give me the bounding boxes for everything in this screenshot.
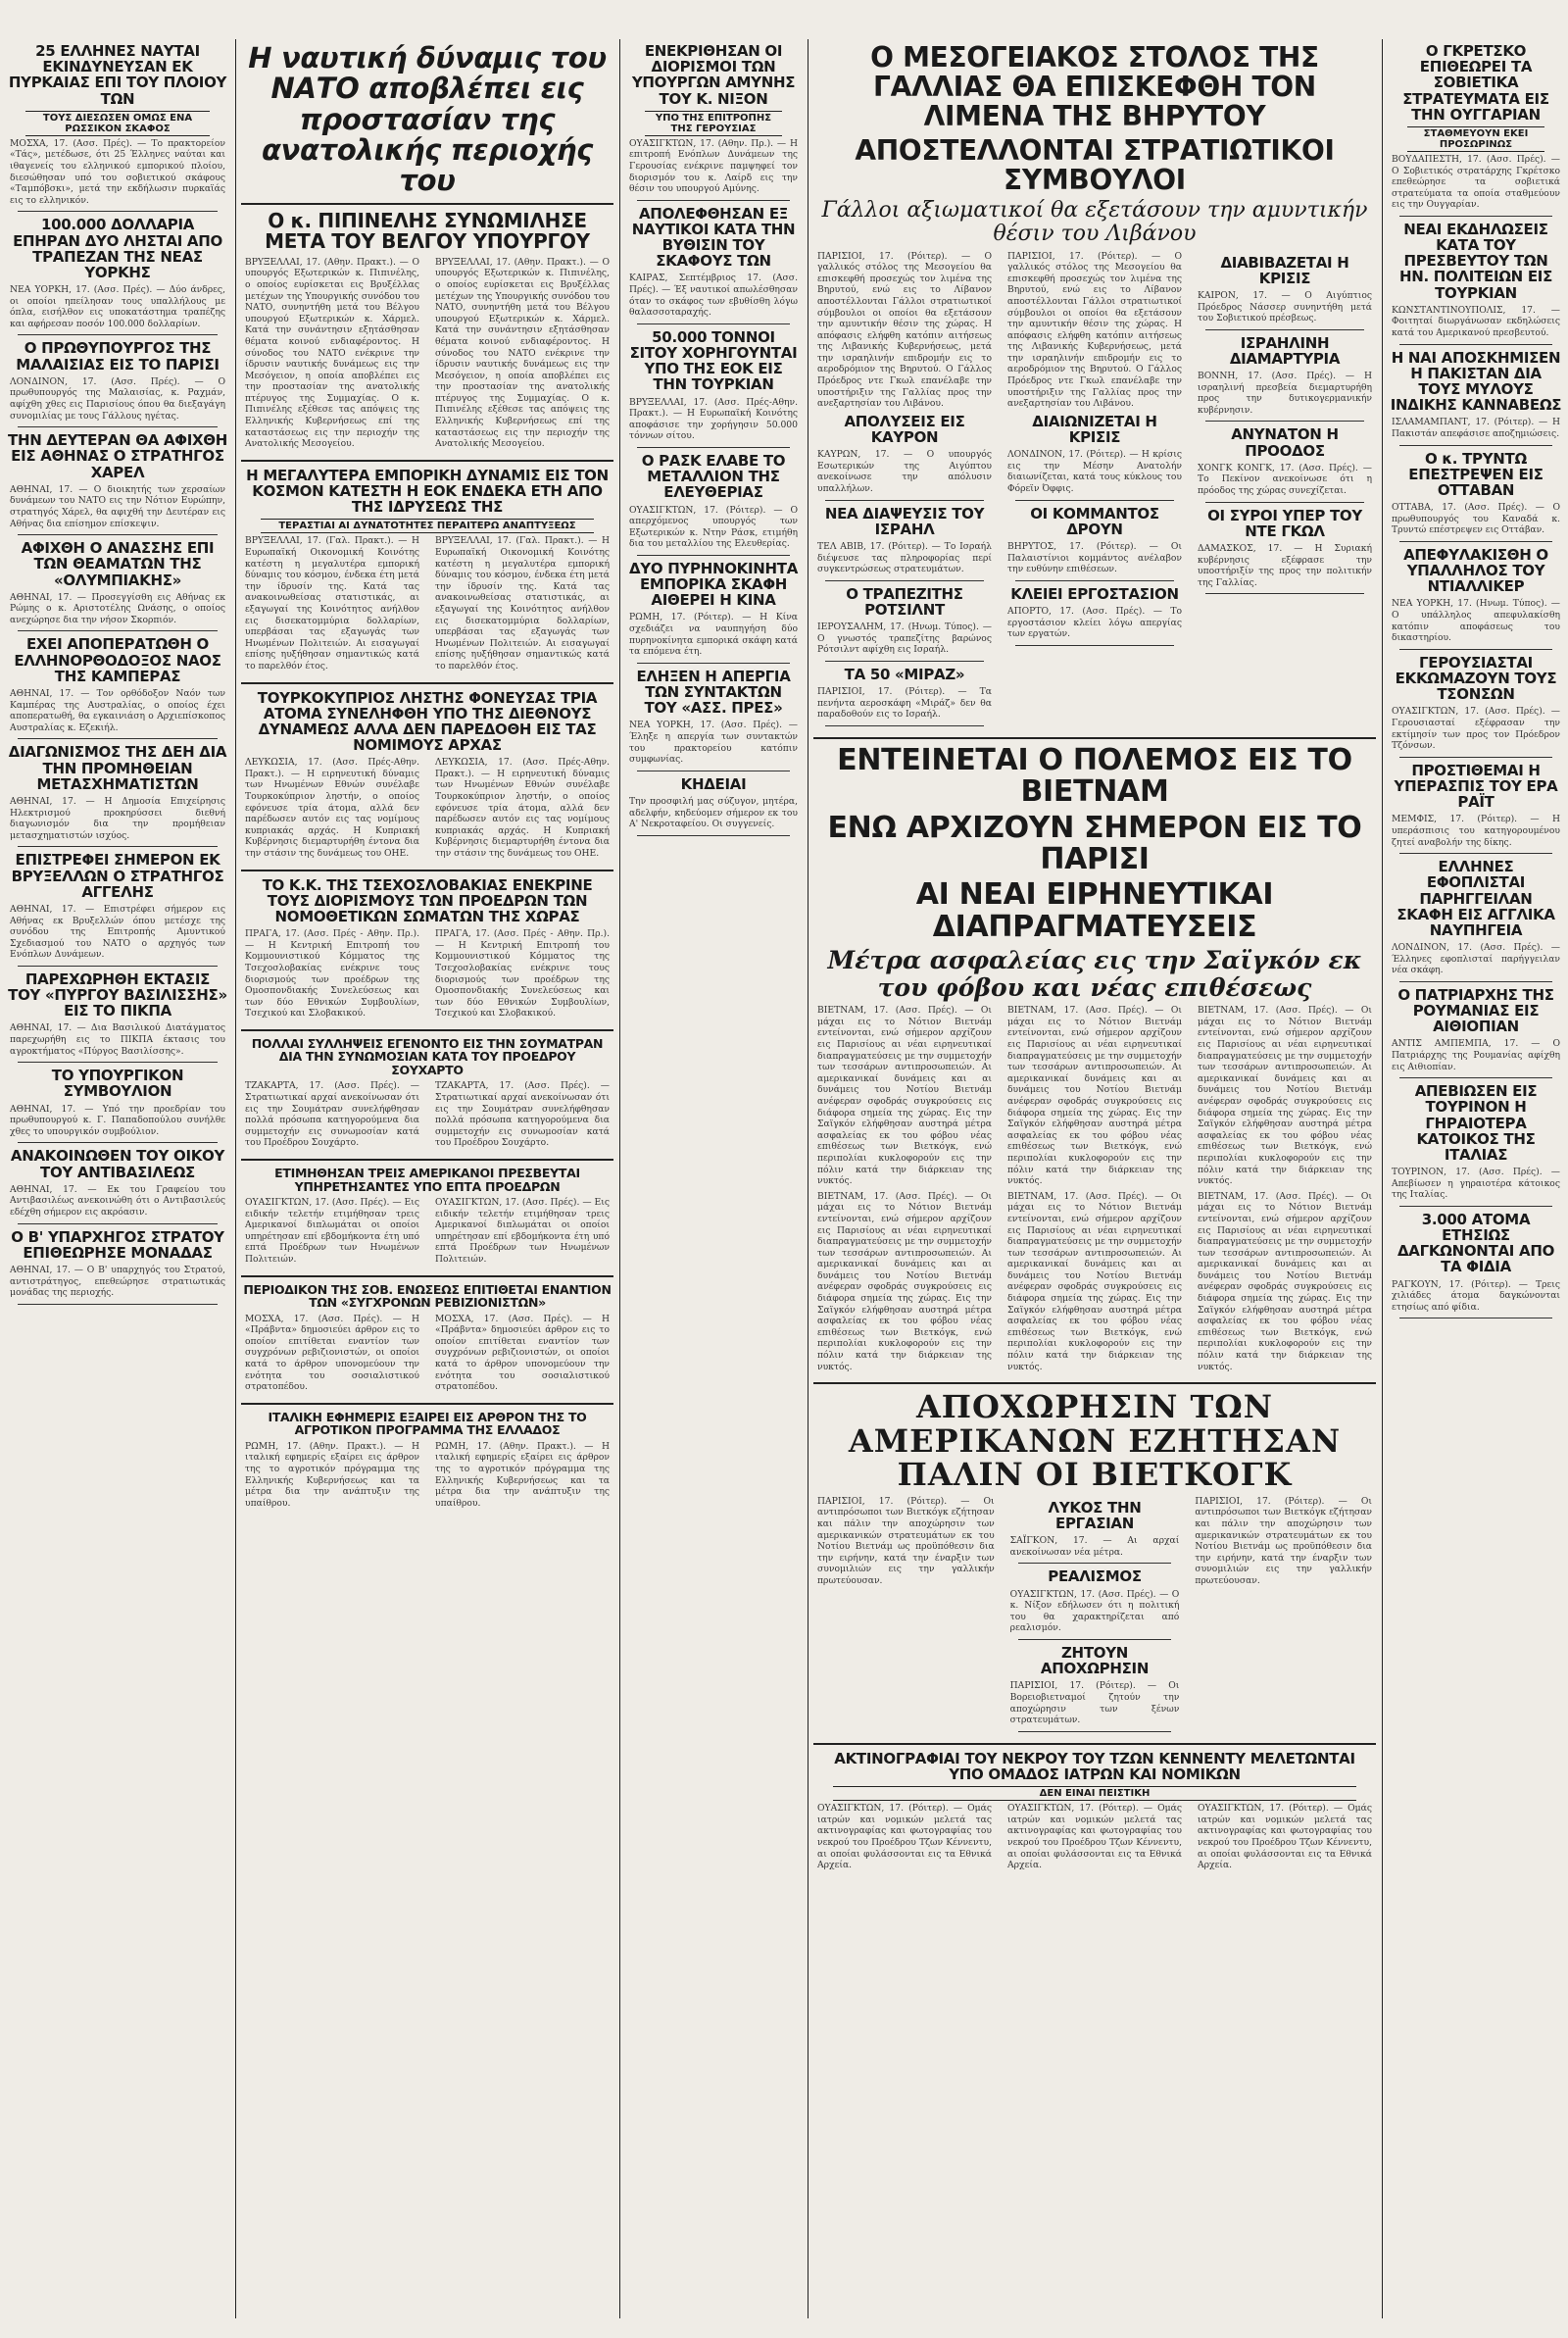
article-headline: ΡΕΑΛΙΣΜΟΣ — [1048, 1567, 1142, 1586]
article-headline: ΔΙΑΓΩΝΙΣΜΟΣ ΤΗΣ ΔΕΗ ΔΙΑ ΤΗΝ ΠΡΟΜΗΘΕΙΑΝ ΜΕΤΑΣΧΗΜΑΤΙΣΤΩΝ — [8, 743, 227, 793]
article-headline: Ο ΠΑΤΡΙΑΡΧΗΣ ΤΗΣ ΡΟΥΜΑΝΙΑΣ ΕΙΣ ΑΙΘΙΟΠΙΑΝ — [1397, 985, 1554, 1036]
article-headline: ΚΛΕΙΕΙ ΕΡΓΟΣΤΑΣΙΟΝ — [1010, 584, 1179, 603]
article-headline: ΚΗΔΕΙΑΙ — [680, 774, 747, 793]
kennedy-body-cont: ΟΥΑΣΙΓΚΤΩΝ, 17. (Ρόιτερ). — Ομάς ιατρών και νομικών μελετά τας ακτινογραφίας και φωτογραφίας του νεκρού του Προέδρου Τζων Κέννεντυ, αι οποίαι φυλάσσονται εις τα Εθνικά Αρχεία. — [1007, 1803, 1182, 1871]
viet-body-more: ΒΙΕΤΝΑΜ, 17. (Ασσ. Πρές). — Οι μάχαι εις το Νότιον Βιετνάμ εντείνονται, ενώ σήμερον αρχίζουν εις Παρισίους αι νέαι ειρηνευτικαί διαπραγματεύσεις με την συμμετοχήν των τεσσάρων αντιπροσωπειών. Αι αμερικανικαί δυνάμεις και αι δυνάμεις του Νοτίου Βιετνάμ ανέφεραν σφοδράς συγκρούσεις εις διάφορα σημεία της χώρας. Εις την Σαϊγκόν ελήφθησαν αυστηρά μέτρα ασφαλείας εκ του φόβου νέας επιθέσεως των Βιετκόγκ, ενώ περιπολίαι κυκλοφορούν εις την πόλιν κατά την διάρκειαν της νυκτός. — [817, 1190, 992, 1372]
article-body: ΧΟΝΓΚ ΚΟΝΓΚ, 17. (Ασσ. Πρές). — Το Πεκίνον ανεκοίνωσε ότι η πρόοδος της χώρας συνεχίζεται. — [1198, 462, 1372, 497]
article-headline: Ο ΠΡΩΘΥΠΟΥΡΓΟΣ ΤΗΣ ΜΑΛΑΙΣΙΑΣ ΕΙΣ ΤΟ ΠΑΡΙΣΙ — [16, 339, 220, 373]
eok-headline: Η ΜΕΓΑΛΥΤΕΡΑ ΕΜΠΟΡΙΚΗ ΔΥΝΑΜΙΣ ΕΙΣ ΤΟΝ ΚΟΣΜΟΝ ΚΑΤΕΣΤΗ Η ΕΟΚ ΕΝΔΕΚΑ ΕΤΗ ΑΠΟ ΤΗΣ ΙΔΡΥΣΕΩΣ ΤΗΣ — [246, 466, 609, 517]
viet-subheadline: Μέτρα ασφαλείας εις την Σαϊγκόν εκ του φόβου και νέας επιθέσεως — [827, 946, 1362, 1002]
lead-headline: Η ναυτική δύναμις του ΝΑΤΟ αποβλέπει εις προστασίαν της ανατολικής περιοχής του — [248, 41, 607, 198]
column-2 — [241, 39, 613, 2318]
article-headline: ΝΕΑ ΔΙΑΨΕΥΣΙΣ ΤΟΥ ΙΣΡΑΗΛ — [824, 504, 985, 538]
article-headline: ΠΑΡΕΧΩΡΗΘΗ ΕΚΤΑΣΙΣ ΤΟΥ «ΠΥΡΓΟΥ ΒΑΣΙΛΙΣΣΗΣ» ΕΙΣ ΤΟ ΠΙΚΠΑ — [8, 970, 227, 1020]
article-headline: Η ΝΑΙ ΑΠΟΣΚΗΜΙΣΕΝ Η ΠΑΚΙΣΤΑΝ ΔΙΑ ΤΟΥΣ ΜΥΛΟΥΣ ΙΝΔΙΚΗΣ ΚΑΝΝΑΒΕΩΣ — [1390, 348, 1562, 415]
article-body: ΙΕΡΟΥΣΑΛΗΜ, 17. (Ηνωμ. Τύπος). — Ο γνωστός τραπεζίτης βαρώνος Ρότσιλντ αφίχθη εις Ισραήλ. — [817, 622, 992, 656]
lead-subheadline: Ο κ. ΠΙΠΙΝΕΛΗΣ ΣΥΝΩΜΙΛΗΣΕ ΜΕΤΑ ΤΟΥ ΒΕΛΓΟΥ ΥΠΟΥΡΓΟΥ — [265, 208, 590, 254]
kennedy-body-cont2: ΟΥΑΣΙΓΚΤΩΝ, 17. (Ρόιτερ). — Ομάς ιατρών και νομικών μελετά τας ακτινογραφίας και φωτογραφίας του νεκρού του Προέδρου Τζων Κέννεντυ, αι οποίαι φυλάσσονται εις τα Εθνικά Αρχεία. — [1198, 1803, 1372, 1871]
article-headline: ΕΛΛΗΝΕΣ ΕΦΟΠΛΙΣΤΑΙ ΠΑΡΗΓΓΕΙΛΑΝ ΣΚΑΦΗ ΕΙΣ ΑΓΓΛΙΚΑ ΝΑΥΠΗΓΕΙΑ — [1396, 858, 1555, 939]
article-headline: ΑΝΥΝΑΤΟΝ Η ΠΡΟΟΔΟΣ — [1231, 425, 1339, 460]
article-body: ΚΑΙΡΟΝ, 17. — Ο Αιγύπτιος Πρόεδρος Νάσσερ συνηντήθη μετά του Σοβιετικού πρέσβεως. — [1198, 289, 1372, 324]
article-body: ΑΘΗΝΑΙ, 17. — Δια Βασιλικού Διατάγματος παρεχωρήθη εις το ΠΙΚΠΑ έκτασις του αγροκτήματος «Πύργος Βασιλίσσης». — [10, 1022, 225, 1057]
sov-body-cont: ΜΟΣΧΑ, 17. (Ασσ. Πρές). — Η «Πράβντα» δημοσιεύει άρθρον εις το οποίον επιτίθεται εναντίον των συγχρόνων ρεβιζιονιστών, οι οποίοι κατά το άρθρον υπονομεύουν την ενότητα του σοσιαλιστικού στρατοπέδου. — [435, 1313, 610, 1393]
amb-body-cont: ΟΥΑΣΙΓΚΤΩΝ, 17. (Ασσ. Πρές). — Εις ειδικήν τελετήν ετιμήθησαν τρεις Αμερικανοί διπλωμάται οι οποίοι υπηρέτησαν επί εβδομήκοντα έτη υπό επτά Προέδρων των Ηνωμένων Πολιτειών. — [435, 1197, 610, 1265]
article-body: ΑΘΗΝΑΙ, 17. — Επιστρέφει σήμερον εις Αθήνας εκ Βρυξελλών όπου μετέσχε της συνόδου της Επιτροπής Αμυντικού Σχεδιασμού του ΝΑΤΟ ο αρχηγός των Ενόπλων Δυνάμεων. — [10, 903, 225, 961]
article-body: ΒΡΥΞΕΛΛΑΙ, 17. (Ασσ. Πρές-Αθην. Πρακτ.). — Η Ευρωπαϊκή Κοινότης αποφάσισε την χορήγησιν 50.000 τόννων σίτου. — [629, 396, 798, 442]
article-body: ΙΣΛΑΜΑΜΠΑΝΤ, 17. (Ρόιτερ). — Η Πακιστάν απεφάσισε αποζημιώσεις. — [1392, 417, 1560, 439]
article-body: ΣΑΪΓΚΟΝ, 17. — Αι αρχαί ανεκοίνωσαν νέα μέτρα. — [1009, 1535, 1180, 1558]
suh-body-cont: ΤΖΑΚΑΡΤΑ, 17. (Ασσ. Πρές). — Στρατιωτικαί αρχαί ανεκοίνωσαν ότι εις την Σουμάτραν συνελήφθησαν πολλά πρόσωπα κατηγορούμενα δια συμμετοχήν εις συνωμοσίαν κατά του Προέδρου Σουχάρτο. — [435, 1080, 610, 1149]
article-body: ΠΑΡΙΣΙΟΙ, 17. (Ρόιτερ). — Οι Βορειοβιετναμοί ζητούν την αποχώρησιν των ξένων στρατευμάτων. — [1009, 1680, 1180, 1726]
article-body: ΒΟΥΔΑΠΕΣΤΗ, 17. (Ασσ. Πρές). — Ο Σοβιετικός στρατάρχης Γκρέτσκο επεθεώρησε τα σοβιετικά στρατεύματα τα οποία σταθμεύουν εις την Ουγγαρίαν. — [1392, 153, 1560, 211]
article-body: ΤΕΛ ΑΒΙΒ, 17. (Ρόιτερ). — Το Ισραήλ διέψευσε τας πληροφορίας περί συγκεντρώσεως στρατευμάτων. — [817, 540, 992, 575]
column-7 — [1388, 39, 1564, 2318]
article-body: ΟΥΑΣΙΓΚΤΩΝ, 17. (Αθην. Πρ.). — Η επιτροπή Ενόπλων Δυνάμεων της Γερουσίας ενέκρινε παμψηφεί τον διορισμόν του κ. Λαίρδ εις την θέσιν του υπουργού Αμύνης. — [629, 137, 798, 195]
article-headline: ΟΙ ΣΥΡΟΙ ΥΠΕΡ ΤΟΥ ΝΤΕ ΓΚΩΛ — [1207, 506, 1362, 540]
ital-headline: ΙΤΑΛΙΚΗ ΕΦΗΜΕΡΙΣ ΕΞΑΙΡΕΙ ΕΙΣ ΑΡΘΡΟΝ ΤΗΣ ΤΟ ΑΓΡΟΤΙΚΟΝ ΠΡΟΓΡΑΜΜΑ ΤΗΣ ΕΛΛΑΔΟΣ — [268, 1409, 587, 1438]
article-body: ΚΩΝΣΤΑΝΤΙΝΟΥΠΟΛΙΣ, 17. — Φοιτηταί διωργάνωσαν εκδηλώσεις κατά του Αμερικανού πρεσβευτού. — [1392, 304, 1560, 339]
vk-body-cont: ΠΑΡΙΣΙΟΙ, 17. (Ρόιτερ). — Οι αντιπρόσωποι των Βιετκόγκ εζήτησαν και πάλιν την αποχώρησιν των αμερικανικών στρατευμάτων εκ του Νοτίου Βιετνάμ ως προϋπόθεσιν δια την ειρήνην, κατά την έναρξιν των συνομιλιών εις την γαλλικήν πρωτεύουσαν. — [1195, 1495, 1373, 1587]
sov-headline: ΠΕΡΙΟΔΙΚΟΝ ΤΗΣ ΣΟΒ. ΕΝΩΣΕΩΣ ΕΠΙΤΙΘΕΤΑΙ ΕΝΑΝΤΙΟΝ ΤΩΝ «ΣΥΓΧΡΟΝΩΝ ΡΕΒΙΖΙΟΝΙΣΤΩΝ» — [243, 1281, 612, 1311]
article-body: ΑΘΗΝΑΙ, 17. — Ο Β' υπαρχηγός του Στρατού, αντιστράτηγος, επεθεώρησε στρατιωτικάς μονάδας της περιοχής. — [10, 1264, 225, 1299]
turk-body: ΛΕΥΚΩΣΙΑ, 17. (Ασσ. Πρές-Αθην. Πρακτ.). — Η ειρηνευτική δύναμις των Ηνωμένων Εθνών συνέλαβε Τουρκοκύπριον ληστήν, ο οποίος εφόνευσε τρία άτομα, αλλά δεν παρέδωσεν αυτόν εις τας νομίμους κυπριακάς αρχάς. Η Κυπριακή Κυβέρνησις διεμαρτυρήθη έντονα δια την στάσιν της δυνάμεως του ΟΗΕ. — [245, 757, 419, 860]
article-body: ΝΕΑ ΥΟΡΚΗ, 17. (Ασσ. Πρές). — Έληξε η απεργία των συντακτών του πρακτορείου κατόπιν συμφωνίας. — [629, 720, 798, 766]
eok-kicker: ΤΕΡΑΣΤΙΑΙ ΑΙ ΔΥΝΑΤΟΤΗΤΕΣ ΠΕΡΑΙΤΕΡΩ ΑΝΑΠΤΥΞΕΩΣ — [261, 519, 594, 533]
kennedy-body: ΟΥΑΣΙΓΚΤΩΝ, 17. (Ρόιτερ). — Ομάς ιατρών και νομικών μελετά τας ακτινογραφίας και φωτογραφίας του νεκρού του Προέδρου Τζων Κέννεντυ, αι οποίαι φυλάσσονται εις τα Εθνικά Αρχεία. — [817, 1803, 992, 1871]
article-kicker: ΣΤΑΘΜΕΥΟΥΝ ΕΚΕΙ ΠΡΟΣΩΡΙΝΩΣ — [1407, 126, 1544, 152]
article-headline: Ο ΤΡΑΠΕΖΙΤΗΣ ΡΟΤΣΙΛΝΤ — [846, 584, 963, 619]
article-headline: Ο ΓΚΡΕΤΣΚΟ ΕΠΙΘΕΩΡΕΙ ΤΑ ΣΟΒΙΕΤΙΚΑ ΣΤΡΑΤΕΥΜΑΤΑ ΕΙΣ ΤΗΝ ΟΥΓΓΑΡΙΑΝ — [1402, 42, 1549, 124]
article-body: ΑΝΤΙΣ ΑΜΠΕΜΠΑ, 17. — Ο Πατριάρχης της Ρουμανίας αφίχθη εις Αιθιοπίαν. — [1392, 1038, 1560, 1072]
article-kicker: ΥΠΟ ΤΗΣ ΕΠΙΤΡΟΠΗΣ ΤΗΣ ΓΕΡΟΥΣΙΑΣ — [645, 111, 782, 136]
article-body: ΚΑΥΡΩΝ, 17. — Ο υπουργός Εσωτερικών της Αιγύπτου ανεκοίνωσε την απόλυσιν υπαλλήλων. — [817, 449, 992, 495]
article-body: ΑΘΗΝΑΙ, 17. — Ο διοικητής των χερσαίων δυνάμεων του ΝΑΤΟ εις την Νότιον Ευρώπην, στρατηγός Χάρελ, θα αφιχθή την Δευτέραν εις Αθήνας δια επίσημον επίσκεψιν. — [10, 483, 225, 529]
suh-body: ΤΖΑΚΑΡΤΑ, 17. (Ασσ. Πρές). — Στρατιωτικαί αρχαί ανεκοίνωσαν ότι εις την Σουμάτραν συνελήφθησαν πολλά πρόσωπα κατηγορούμενα δια συμμετοχήν εις συνωμοσίαν κατά του Προέδρου Σουχάρτο. — [245, 1080, 419, 1149]
article-body: ΑΘΗΝΑΙ, 17. — Υπό την προεδρίαν του πρωθυπουργού κ. Γ. Παπαδοπούλου συνήλθε χθες το υπουργικόν συμβούλιον. — [10, 1103, 225, 1137]
viet-headline-2: ΕΝΩ ΑΡΧΙΖΟΥΝ ΣΗΜΕΡΟΝ ΕΙΣ ΤΟ ΠΑΡΙΣΙ — [827, 810, 1362, 877]
article-headline: ΑΦΙΧΘΗ Ο ΑΝΑΣΣΗΣ ΕΠΙ ΤΩΝ ΘΕΑΜΑΤΩΝ ΤΗΣ «ΟΛΥΜΠΙΑΚΗΣ» — [21, 539, 215, 589]
france-body-cont: ΠΑΡΙΣΙΟΙ, 17. (Ρόιτερ). — Ο γαλλικός στόλος της Μεσογείου θα επισκεφθή προσεχώς τον λιμένα της Βηρυτού, ενώ εις το Λίβανον αποστέλλονται Γάλλοι στρατιωτικοί σύμβουλοι οι οποίοι θα εξετάσουν την αμυντικήν θέσιν της χώρας. Η απόφασις ελήφθη κατόπιν αιτήσεως της Λιβανικής Κυβερνήσεως, μετά την ισραηλινήν επιδρομήν εις το αεροδρόμιον της Βηρυτού. Ο Γάλλος Πρόεδρος ντε Γκωλ επανέλαβε την υποστήριξιν της Γαλλίας προς την ανεξαρτησίαν του Λιβάνου. — [1007, 250, 1182, 410]
viet-body: ΒΙΕΤΝΑΜ, 17. (Ασσ. Πρές). — Οι μάχαι εις το Νότιον Βιετνάμ εντείνονται, ενώ σήμερον αρχίζουν εις Παρισίους αι νέαι ειρηνευτικαί διαπραγματεύσεις με την συμμετοχήν των τεσσάρων αντιπροσωπειών. Αι αμερικανικαί δυνάμεις και αι δυνάμεις του Νοτίου Βιετνάμ ανέφεραν σφοδράς συγκρούσεις εις διάφορα σημεία της χώρας. Εις την Σαϊγκόν ελήφθησαν αυστηρά μέτρα ασφαλείας εκ του φόβου νέας επιθέσεως των Βιετκόγκ, ενώ περιπολίαι κυκλοφορούν εις την πόλιν κατά την διάρκειαν της νυκτός. — [817, 1005, 992, 1187]
article-headline: ΤΗΝ ΔΕΥΤΕΡΑΝ ΘΑ ΑΦΙΧΘΗ ΕΙΣ ΑΘΗΝΑΣ Ο ΣΤΡΑΤΗΓΟΣ ΧΑΡΕΛ — [8, 431, 227, 481]
article-headline: ΤΟ ΥΠΟΥΡΓΙΚΟΝ ΣΥΜΒΟΥΛΙΟΝ — [51, 1067, 184, 1101]
tch-body: ΠΡΑΓΑ, 17. (Ασσ. Πρές - Αθην. Πρ.). — Η Κεντρική Επιτροπή του Κομμουνιστικού Κόμματος της Τσεχοσλοβακίας ενέκρινε τους διορισμούς των προέδρων της Ομοσπονδιακής Συνελεύσεως και των δύο Εθνικών Συμβουλίων, Τσεχικού και Σλοβακικού. — [245, 928, 419, 1020]
article-body: ΔΑΜΑΣΚΟΣ, 17. — Η Συριακή κυβέρνησις εξέφρασε την υποστήριξίν της προς την πολιτικήν της Γαλλίας. — [1198, 542, 1372, 588]
article-headline: Ο κ. ΤΡΥΝΤΩ ΕΠΕΣΤΡΕΨΕΝ ΕΙΣ ΟΤΤΑΒΑΝ — [1408, 449, 1544, 499]
article-body: ΛΟΝΔΙΝΟΝ, 17. (Ασσ. Πρές). — Έλληνες εφοπλισταί παρήγγειλαν νέα σκάφη. — [1392, 942, 1560, 976]
vk-body: ΠΑΡΙΣΙΟΙ, 17. (Ρόιτερ). — Οι αντιπρόσωποι των Βιετκόγκ εζήτησαν και πάλιν την αποχώρησιν των αμερικανικών στρατευμάτων εκ του Νοτίου Βιετνάμ ως προϋπόθεσιν δια την ειρήνην, κατά την έναρξιν των συνομιλιών εις την γαλλικήν πρωτεύουσαν. — [817, 1495, 995, 1587]
viet-headline-1: ΕΝΤΕΙΝΕΤΑΙ Ο ΠΟΛΕΜΟΣ ΕΙΣ ΤΟ ΒΙΕΤΝΑΜ — [837, 742, 1352, 810]
article-headline: ΕΛΗΞΕΝ Η ΑΠΕΡΓΙΑ ΤΩΝ ΣΥΝΤΑΚΤΩΝ ΤΟΥ «ΑΣΣ. ΠΡΕΣ» — [636, 667, 791, 718]
article-headline: 25 ΕΛΛΗΝΕΣ ΝΑΥΤΑΙ ΕΚΙΝΔΥΝΕΥΣΑΝ ΕΚ ΠΥΡΚΑΙΑΣ ΕΠΙ ΤΟΥ ΠΛΟΙΟΥ ΤΩΝ — [8, 42, 227, 108]
column-1 — [6, 39, 229, 2318]
article-body: ΟΥΑΣΙΓΚΤΩΝ, 17. (Ασσ. Πρές). — Ο κ. Νίξον εδήλωσεν ότι η πολιτική του θα χαρακτηρίζεται από ρεαλισμόν. — [1009, 1588, 1180, 1634]
ital-body-cont: ΡΩΜΗ, 17. (Αθην. Πρακτ.). — Η ιταλική εφημερίς εξαίρει εις άρθρον της το αγροτικόν πρόγραμμα της Ελληνικής Κυβερνήσεως και τα μέτρα δια την ανάπτυξιν της υπαίθρου. — [435, 1440, 610, 1509]
ital-body: ΡΩΜΗ, 17. (Αθην. Πρακτ.). — Η ιταλική εφημερίς εξαίρει εις άρθρον της το αγροτικόν πρόγραμμα της Ελληνικής Κυβερνήσεως και τα μέτρα δια την ανάπτυξιν της υπαίθρου. — [245, 1440, 419, 1509]
article-headline: ΑΠΟΛΕΦΘΗΣΑΝ ΕΞ ΝΑΥΤΙΚΟΙ ΚΑΤΑ ΤΗΝ ΒΥΘΙΣΙΝ ΤΟΥ ΣΚΑΦΟΥΣ ΤΩΝ — [631, 204, 796, 271]
article-body: ΠΑΡΙΣΙΟΙ, 17. (Ρόιτερ). — Τα πενήντα αεροσκάφη «Μιράζ» δεν θα παραδοθούν εις το Ισραήλ. — [817, 686, 992, 721]
article-body: ΟΥΑΣΙΓΚΤΩΝ, 17. (Ασσ. Πρές). — Γερουσιασταί εξέφρασαν την εκτίμησίν των προς τον Πρόεδρον Τζόνσων. — [1392, 706, 1560, 752]
article-headline: ΝΕΑΙ ΕΚΔΗΛΩΣΕΙΣ ΚΑΤΑ ΤΟΥ ΠΡΕΣΒΕΥΤΟΥ ΤΩΝ ΗΝ. ΠΟΛΙΤΕΙΩΝ ΕΙΣ ΤΟΥΡΚΙΑΝ — [1398, 220, 1553, 302]
article-headline: ΠΡΟΣΤΙΘΕΜΑΙ Η ΥΠΕΡΑΣΠΙΣ ΤΟΥ ΕΡΑ ΡΑΪΤ — [1394, 761, 1558, 812]
article-headline: ΑΝΑΚΟΙΝΩΘΕΝ ΤΟΥ ΟΙΚΟΥ ΤΟΥ ΑΝΤΙΒΑΣΙΛΕΩΣ — [10, 1147, 225, 1181]
article-headline: ΕΝΕΚΡΙΘΗΣΑΝ ΟΙ ΔΙΟΡΙΣΜΟΙ ΤΩΝ ΥΠΟΥΡΓΩΝ ΑΜΥΝΗΣ ΤΟΥ Κ. ΝΙΞΟΝ — [631, 42, 796, 108]
article-headline: ΖΗΤΟΥΝ ΑΠΟΧΩΡΗΣΙΝ — [1040, 1644, 1150, 1678]
article-body: ΛΟΝΔΙΝΟΝ, 17. (Ασσ. Πρές). — Ο πρωθυπουργός της Μαλαισίας, κ. Ραχμάν, αφίχθη χθες εις Παρισίους όπου θα διεξαγάγη συνομιλίας με τους Γάλλους ηγέτας. — [10, 375, 225, 422]
article-headline: ΓΕΡΟΥΣΙΑΣΤΑΙ ΕΚΚΩΜΑΖΟΥΝ ΤΟΥΣ ΤΣΟΝΣΩΝ — [1395, 653, 1557, 704]
column-3 — [625, 39, 802, 2318]
article-body: ΑΘΗΝΑΙ, 17. — Εκ του Γραφείου του Αντιβασιλέως ανεκοινώθη ότι ο Αντιβασιλεύς εδέχθη σήμερον εις ακρόασιν. — [10, 1183, 225, 1218]
amb-headline: ΕΤΙΜΗΘΗΣΑΝ ΤΡΕΙΣ ΑΜΕΡΙΚΑΝΟΙ ΠΡΕΣΒΕΥΤΑΙ ΥΠΗΡΕΤΗΣΑΝΤΕΣ ΥΠΟ ΕΠΤΑ ΠΡΟΕΔΡΩΝ — [274, 1166, 580, 1194]
right-block — [813, 39, 1376, 2318]
viet-headline-3: ΑΙ ΝΕΑΙ ΕΙΡΗΝΕΥΤΙΚΑΙ ΔΙΑΠΡΑΓΜΑΤΕΥΣΕΙΣ — [915, 877, 1274, 944]
article-body: ΝΕΑ ΥΟΡΚΗ, 17. (Ηνωμ. Τύπος). — Ο υπάλληλος απεφυλακίσθη κατόπιν αποφάσεως του δικαστηρίου. — [1392, 598, 1560, 644]
article-body: ΝΕΑ ΥΟΡΚΗ, 17. (Ασσ. Πρές). — Δύο άνδρες, οι οποίοι ηπείλησαν τους υπαλλήλους με όπλα, εισήλθον εις υποκατάστημα τραπέζης και αφήρεσαν ποσόν 100.000 δολλαρίων. — [10, 284, 225, 329]
article-body: Την προσφιλή μας σύζυγον, μητέρα, αδελφήν, κηδεύομεν σήμερον εκ του Α' Νεκροταφείου. Οι συγγενείς. — [629, 795, 798, 830]
vk-headline: ΑΠΟΧΩΡΗΣΙΝ ΤΩΝ ΑΜΕΡΙΚΑΝΩΝ ΕΖΗΤΗΣΑΝ ΠΑΛΙΝ ΟΙ ΒΙΕΤΚΟΓΚ — [848, 1388, 1342, 1494]
article-headline: ΕΧΕΙ ΑΠΟΠΕΡΑΤΩΘΗ Ο ΕΛΛΗΝΟΡΘΟΔΟΞΟΣ ΝΑΟΣ ΤΗΣ ΚΑΜΠΕΡΑΣ — [14, 635, 221, 685]
france-headline-2: ΑΠΟΣΤΕΛΛΟΝΤΑΙ ΣΤΡΑΤΙΩΤΙΚΟΙ ΣΥΜΒΟΥΛΟΙ — [855, 133, 1335, 196]
column-rule — [1382, 39, 1383, 2318]
article-body: ΡΩΜΗ, 17. (Ρόιτερ). — Η Κίνα σχεδιάζει να ναυπηγήση δύο πυρηνοκίνητα εμπορικά σκάφη κατά τα επόμενα έτη. — [629, 612, 798, 658]
france-headline-1: Ο ΜΕΣΟΓΕΙΑΚΟΣ ΣΤΟΛΟΣ ΤΗΣ ΓΑΛΛΙΑΣ ΘΑ ΕΠΙΣΚΕΦΘΗ ΤΟΝ ΛΙΜΕΝΑ ΤΗΣ ΒΗΡΥΤΟΥ — [870, 41, 1319, 133]
lead-body-cont: ΒΡΥΞΕΛΛΑΙ, 17. (Αθην. Πρακτ.). — Ο υπουργός Εξωτερικών κ. Πιπινέλης, ο οποίος ευρίσκεται εις Βρυξέλλας μετέχων της Υπουργικής συνόδου του ΝΑΤΟ, συνηντήθη μετά του Βέλγου υπουργού Εξωτερικών κ. Χάρμελ. Κατά την συνάντησιν εξητάσθησαν θέματα κοινού ενδιαφέροντος. Η σύνοδος του ΝΑΤΟ ενέκρινε την ίδρυσιν ναυτικής δυνάμεως εις την Μεσόγειον, η οποία αποβλέπει εις την προστασίαν της ανατολικής πτέρυγος της Συμμαχίας. Ο κ. Πιπινέλης εξέθεσε τας απόψεις της Ελληνικής Κυβερνήσεως επί της καταστάσεως εις την περιοχήν της Ανατολικής Μεσογείου. — [435, 256, 610, 450]
article-body: ΜΟΣΧΑ, 17. (Ασσ. Πρές). — Το πρακτορείον «Τάς», μετέδωσε, ότι 25 Έλληνες ναύται και ιθαγενείς του ελληνικού εμπορικού πλοίου, διεσώθησαν υπό του σοβιετικού σκάφους «Ταμπόβσκι», μετά την εκδήλωσιν πυρκαϊάς εις το ελληνικόν. — [10, 137, 225, 206]
article-headline: 100.000 ΔΟΛΛΑΡΙΑ ΕΠΗΡΑΝ ΔΥΟ ΛΗΣΤΑΙ ΑΠΟ ΤΡΑΠΕΖΑΝ ΤΗΣ ΝΕΑΣ ΥΟΡΚΗΣ — [13, 216, 222, 281]
article-body: ΑΘΗΝΑΙ, 17. — Τον ορθόδοξον Ναόν των Καμπέρας της Αυστραλίας, ο οποίος έχει αποπερατωθή, θα εγκαινιάση ο Αρχιεπίσκοπος Αυστραλίας κ. Εζεκιήλ. — [10, 688, 225, 733]
kennedy-kicker: ΔΕΝ ΕΙΝΑΙ ΠΕΙΣΤΙΚΗ — [833, 1786, 1356, 1801]
viet-body-cont: ΒΙΕΤΝΑΜ, 17. (Ασσ. Πρές). — Οι μάχαι εις το Νότιον Βιετνάμ εντείνονται, ενώ σήμερον αρχίζουν εις Παρισίους αι νέαι ειρηνευτικαί διαπραγματεύσεις με την συμμετοχήν των τεσσάρων αντιπροσωπειών. Αι αμερικανικαί δυνάμεις και αι δυνάμεις του Νοτίου Βιετνάμ ανέφεραν σφοδράς συγκρούσεις εις διάφορα σημεία της χώρας. Εις την Σαϊγκόν ελήφθησαν αυστηρά μέτρα ασφαλείας εκ του φόβου νέας επιθέσεως των Βιετκόγκ, ενώ περιπολίαι κυκλοφορούν εις την πόλιν κατά την διάρκειαν της νυκτός. — [1007, 1005, 1182, 1187]
sov-body: ΜΟΣΧΑ, 17. (Ασσ. Πρές). — Η «Πράβντα» δημοσιεύει άρθρον εις το οποίον επιτίθεται εναντίον των συγχρόνων ρεβιζιονιστών, οι οποίοι κατά το άρθρον υπονομεύουν την ενότητα του σοσιαλιστικού στρατοπέδου. — [245, 1313, 419, 1393]
amb-body: ΟΥΑΣΙΓΚΤΩΝ, 17. (Ασσ. Πρές). — Εις ειδικήν τελετήν ετιμήθησαν τρεις Αμερικανοί διπλωμάται οι οποίοι υπηρέτησαν επί εβδομήκοντα έτη υπό επτά Προέδρων των Ηνωμένων Πολιτειών. — [245, 1197, 419, 1265]
article-body: ΟΥΑΣΙΓΚΤΩΝ, 17. (Ρόιτερ). — Ο απερχόμενος υπουργός των Εξωτερικών κ. Ντην Ράσκ, ετιμήθη δια του μεταλλίου της Ελευθερίας. — [629, 504, 798, 550]
article-headline: ΙΣΡΑΗΛΙΝΗ ΔΙΑΜΑΡΤΥΡΙΑ — [1229, 333, 1341, 368]
article-headline: 3.000 ΑΤΟΜΑ ΕΤΗΣΙΩΣ ΔΑΓΚΩΝΟΝΤΑΙ ΑΠΟ ΤΑ ΦΙΔΙΑ — [1396, 1210, 1555, 1276]
eok-body-cont: ΒΡΥΞΕΛΛΑΙ, 17. (Γαλ. Πρακτ.). — Η Ευρωπαϊκή Οικονομική Κοινότης κατέστη η μεγαλυτέρα εμπορική δύναμις του κόσμου, ένδεκα έτη μετά την ίδρυσίν της. Κατά τας ανακοινωθείσας στατιστικάς, αι εξαγωγαί της Κοινότητος ανήλθον εις δισεκατομμύρια δολλαρίων, υπερβάσαι τας εξαγωγάς των Ηνωμένων Πολιτειών. Αι εισαγωγαί επίσης ηυξήθησαν σημαντικώς κατά το παρελθόν έτος. — [435, 535, 610, 672]
turk-body-cont: ΛΕΥΚΩΣΙΑ, 17. (Ασσ. Πρές-Αθην. Πρακτ.). — Η ειρηνευτική δύναμις των Ηνωμένων Εθνών συνέλαβε Τουρκοκύπριον ληστήν, ο οποίος εφόνευσε τρία άτομα, αλλά δεν παρέδωσεν αυτόν εις τας νομίμους κυπριακάς αρχάς. Η Κυπριακή Κυβέρνησις διεμαρτυρήθη έντονα δια την στάσιν της δυνάμεως του ΟΗΕ. — [435, 757, 610, 860]
eok-body: ΒΡΥΞΕΛΛΑΙ, 17. (Γαλ. Πρακτ.). — Η Ευρωπαϊκή Οικονομική Κοινότης κατέστη η μεγαλυτέρα εμπορική δύναμις του κόσμου, ένδεκα έτη μετά την ίδρυσίν της. Κατά τας ανακοινωθείσας στατιστικάς, αι εξαγωγαί της Κοινότητος ανήλθον εις δισεκατομμύρια δολλαρίων, υπερβάσαι τας εξαγωγάς των Ηνωμένων Πολιτειών. Αι εισαγωγαί επίσης ηυξήθησαν σημαντικώς κατά το παρελθόν έτος. — [245, 535, 419, 672]
article-headline: Ο Β' ΥΠΑΡΧΗΓΟΣ ΣΤΡΑΤΟΥ ΕΠΙΘΕΩΡΗΣΕ ΜΟΝΑΔΑΣ — [11, 1227, 224, 1262]
article-headline: 50.000 ΤΟΝΝΟΙ ΣΙΤΟΥ ΧΟΡΗΓΟΥΝΤΑΙ ΥΠΟ ΤΗΣ ΕΟΚ ΕΙΣ ΤΗΝ ΤΟΥΡΚΙΑΝ — [629, 327, 798, 394]
article-body: ΤΟΥΡΙΝΟΝ, 17. (Ασσ. Πρές). — Απεβίωσεν η γηραιοτέρα κάτοικος της Ιταλίας. — [1392, 1167, 1560, 1201]
article-body: ΚΑΙΡΑΣ, Σεπτέμβριος 17. (Ασσ. Πρές). — Έξ ναυτικοί απωλέσθησαν όταν το σκάφος των εβυθίσθη λόγω θαλασσοταραχής. — [629, 273, 798, 319]
tch-body-cont: ΠΡΑΓΑ, 17. (Ασσ. Πρές - Αθην. Πρ.). — Η Κεντρική Επιτροπή του Κομμουνιστικού Κόμματος της Τσεχοσλοβακίας ενέκρινε τους διορισμούς των προέδρων της Ομοσπονδιακής Συνελεύσεως και των δύο Εθνικών Συμβουλίων, Τσεχικού και Σλοβακικού. — [435, 928, 610, 1020]
suh-headline: ΠΟΛΛΑΙ ΣΥΛΛΗΨΕΙΣ ΕΓΕΝΟΝΤΟ ΕΙΣ ΤΗΝ ΣΟΥΜΑΤΡΑΝ ΔΙΑ ΤΗΝ ΣΥΝΩΜΟΣΙΑΝ ΚΑΤΑ ΤΟΥ ΠΡΟΕΔΡΟΥ ΣΟΥΧΑΡΤΟ — [251, 1035, 604, 1077]
article-headline: ΛΥΚΟΣ ΤΗΝ ΕΡΓΑΣΙΑΝ — [1048, 1498, 1142, 1533]
article-headline: ΔΙΑΙΩΝΙΖΕΤΑΙ Η ΚΡΙΣΙΣ — [1032, 412, 1157, 447]
lead-body: ΒΡΥΞΕΛΛΑΙ, 17. (Αθην. Πρακτ.). — Ο υπουργός Εξωτερικών κ. Πιπινέλης, ο οποίος ευρίσκεται εις Βρυξέλλας μετέχων της Υπουργικής συνόδου του ΝΑΤΟ, συνηντήθη μετά του Βέλγου υπουργού Εξωτερικών κ. Χάρμελ. Κατά την συνάντησιν εξητάσθησαν θέματα κοινού ενδιαφέροντος. Η σύνοδος του ΝΑΤΟ ενέκρινε την ίδρυσιν ναυτικής δυνάμεως εις την Μεσόγειον, η οποία αποβλέπει εις την προστασίαν της ανατολικής πτέρυγος της Συμμαχίας. Ο κ. Πιπινέλης εξέθεσε τας απόψεις της Ελληνικής Κυβερνήσεως επί της καταστάσεως εις την περιοχήν της Ανατολικής Μεσογείου. — [245, 256, 419, 450]
article-headline: ΑΠΟΛΥΣΕΙΣ ΕΙΣ ΚΑΥΡΟΝ — [844, 412, 965, 447]
article-headline: ΔΥΟ ΠΥΡΗΝΟΚΙΝΗΤΑ ΕΜΠΟΡΙΚΑ ΣΚΑΦΗ ΑΙΘΕΡΕΙ Η ΚΙΝΑ — [628, 559, 799, 610]
article-headline: ΤΑ 50 «ΜΙΡΑΖ» — [844, 665, 965, 683]
article-body: ΟΤΤΑΒΑ, 17. (Ασσ. Πρές). — Ο πρωθυπουργός του Καναδά κ. Τρυντώ επέστρεψεν εις Οττάβαν. — [1392, 502, 1560, 536]
viet-body-cont2: ΒΙΕΤΝΑΜ, 17. (Ασσ. Πρές). — Οι μάχαι εις το Νότιον Βιετνάμ εντείνονται, ενώ σήμερον αρχίζουν εις Παρισίους αι νέαι ειρηνευτικαί διαπραγματεύσεις με την συμμετοχήν των τεσσάρων αντιπροσωπειών. Αι αμερικανικαί δυνάμεις και αι δυνάμεις του Νοτίου Βιετνάμ ανέφεραν σφοδράς συγκρούσεις εις διάφορα σημεία της χώρας. Εις την Σαϊγκόν ελήφθησαν αυστηρά μέτρα ασφαλείας εκ του φόβου νέας επιθέσεως των Βιετκόγκ, ενώ περιπολίαι κυκλοφορούν εις την πόλιν κατά την διάρκειαν της νυκτός. — [1198, 1005, 1372, 1187]
article-body: ΑΠΟΡΤΟ, 17. (Ασσ. Πρές). — Το εργοστάσιον κλείει λόγω απεργίας των εργατών. — [1007, 605, 1182, 640]
article-body: ΒΗΡΥΤΟΣ, 17. (Ρόιτερ). — Οι Παλαιστίνιοι κομμάντος ανέλαβον την ευθύνην επιθέσεων. — [1007, 540, 1182, 575]
tch-headline: ΤΟ Κ.Κ. ΤΗΣ ΤΣΕΧΟΣΛΟΒΑΚΙΑΣ ΕΝΕΚΡΙΝΕ ΤΟΥΣ ΔΙΟΡΙΣΜΟΥΣ ΤΩΝ ΠΡΟΕΔΡΩΝ ΤΩΝ ΝΟΜΟΘΕΤΙΚΩΝ ΣΩΜΑΤΩΝ ΤΗΣ ΧΩΡΑΣ — [262, 875, 593, 925]
france-body: ΠΑΡΙΣΙΟΙ, 17. (Ρόιτερ). — Ο γαλλικός στόλος της Μεσογείου θα επισκεφθή προσεχώς τον λιμένα της Βηρυτού, ενώ εις το Λίβανον αποστέλλονται Γάλλοι στρατιωτικοί σύμβουλοι οι οποίοι θα εξετάσουν την αμυντικήν θέσιν της χώρας. Η απόφασις ελήφθη κατόπιν αιτήσεως της Λιβανικής Κυβερνήσεως, μετά την ισραηλινήν επιδρομήν εις το αεροδρόμιον της Βηρυτού. Ο Γάλλος Πρόεδρος ντε Γκωλ επανέλαβε την υποστήριξιν της Γαλλίας προς την ανεξαρτησίαν του Λιβάνου. — [817, 250, 992, 410]
article-headline: Ο ΡΑΣΚ ΕΛΑΒΕ ΤΟ ΜΕΤΑΛΛΙΟΝ ΤΗΣ ΕΛΕΥΘΕΡΙΑΣ — [641, 451, 786, 502]
column-rule — [619, 39, 620, 2318]
article-body: ΒΟΝΝΗ, 17. (Ασσ. Πρές). — Η ισραηλινή πρεσβεία διεμαρτυρήθη προς την δυτικογερμανικήν κυβέρνησιν. — [1198, 371, 1372, 416]
article-body: ΡΑΓΚΟΥΝ, 17. (Ρόιτερ). — Τρεις χιλιάδες άτομα δαγκώνονται ετησίως από φίδια. — [1392, 1278, 1560, 1313]
viet-body-more3: ΒΙΕΤΝΑΜ, 17. (Ασσ. Πρές). — Οι μάχαι εις το Νότιον Βιετνάμ εντείνονται, ενώ σήμερον αρχίζουν εις Παρισίους αι νέαι ειρηνευτικαί διαπραγματεύσεις με την συμμετοχήν των τεσσάρων αντιπροσωπειών. Αι αμερικανικαί δυνάμεις και αι δυνάμεις του Νοτίου Βιετνάμ ανέφεραν σφοδράς συγκρούσεις εις διάφορα σημεία της χώρας. Εις την Σαϊγκόν ελήφθησαν αυστηρά μέτρα ασφαλείας εκ του φόβου νέας επιθέσεως των Βιετκόγκ, ενώ περιπολίαι κυκλοφορούν εις την πόλιν κατά την διάρκειαν της νυκτός. — [1198, 1190, 1372, 1372]
article-headline: ΕΠΙΣΤΡΕΦΕΙ ΣΗΜΕΡΟΝ ΕΚ ΒΡΥΞΕΛΛΩΝ Ο ΣΤΡΑΤΗΓΟΣ ΑΓΓΕΛΗΣ — [11, 851, 224, 901]
article-body: ΑΘΗΝΑΙ, 17. — Προσεγγίσθη εις Αθήνας εκ Ρώμης ο κ. Αριστοτέλης Ωνάσης, ο οποίος ανεχώρησε δια την νήσον Σκορπιόν. — [10, 591, 225, 625]
article-body: ΜΕΜΦΙΣ, 17. (Ρόιτερ). — Η υπεράσπισις του κατηγορουμένου ζητεί αναβολήν της δίκης. — [1392, 814, 1560, 848]
article-headline: ΑΠΕΦΥΛΑΚΙΣΘΗ Ο ΥΠΑΛΛΗΛΟΣ ΤΟΥ ΝΤΙΑΛΛΙΚΕΡ — [1403, 545, 1548, 596]
article-body: ΛΟΝΔΙΝΟΝ, 17. (Ρόιτερ). — Η κρίσις εις την Μέσην Ανατολήν διαιωνίζεται, κατά τους κύκλους του Φόρεϊν Όφφις. — [1007, 449, 1182, 495]
article-headline: ΟΙ ΚΟΜΜΑΝΤΟΣ ΔΡΟΥΝ — [1030, 504, 1159, 538]
turk-headline: ΤΟΥΡΚΟΚΥΠΡΙΟΣ ΛΗΣΤΗΣ ΦΟΝΕΥΣΑΣ ΤΡΙΑ ΑΤΟΜΑ ΣΥΝΕΛΗΦΘΗ ΥΠΟ ΤΗΣ ΔΙΕΘΝΟΥΣ ΔΥΝΑΜΕΩΣ ΑΛΛΑ ΔΕΝ ΠΑΡΕΔΟΘΗ ΕΙΣ ΤΑΣ ΝΟΜΙΜΟΥΣ ΑΡΧΑΣ — [257, 688, 598, 755]
france-subheadline: Γάλλοι αξιωματικοί θα εξετάσουν την αμυντικήν θέσιν του Λιβάνου — [821, 198, 1368, 247]
article-headline: ΔΙΑΒΙΒΑΖΕΤΑΙ Η ΚΡΙΣΙΣ — [1220, 253, 1349, 287]
column-rule — [235, 39, 236, 2318]
kennedy-headline: ΑΚΤΙΝΟΓΡΑΦΙΑΙ ΤΟΥ ΝΕΚΡΟΥ ΤΟΥ ΤΖΩΝ ΚΕΝΝΕΝΤΥ ΜΕΛΕΤΩΝΤΑΙ ΥΠΟ ΟΜΑΔΟΣ ΙΑΤΡΩΝ ΚΑΙ ΝΟΜΙΚΩΝ — [834, 1749, 1355, 1783]
article-body: ΑΘΗΝΑΙ, 17. — Η Δημοσία Επιχείρησις Ηλεκτρισμού προκηρύσσει διεθνή διαγωνισμόν δια την προμήθειαν μετασχηματιστών ισχύος. — [10, 795, 225, 841]
viet-body-more2: ΒΙΕΤΝΑΜ, 17. (Ασσ. Πρές). — Οι μάχαι εις το Νότιον Βιετνάμ εντείνονται, ενώ σήμερον αρχίζουν εις Παρισίους αι νέαι ειρηνευτικαί διαπραγματεύσεις με την συμμετοχήν των τεσσάρων αντιπροσωπειών. Αι αμερικανικαί δυνάμεις και αι δυνάμεις του Νοτίου Βιετνάμ ανέφεραν σφοδράς συγκρούσεις εις διάφορα σημεία της χώρας. Εις την Σαϊγκόν ελήφθησαν αυστηρά μέτρα ασφαλείας εκ του φόβου νέας επιθέσεως των Βιετκόγκ, ενώ περιπολίαι κυκλοφορούν εις την πόλιν κατά την διάρκειαν της νυκτός. — [1007, 1190, 1182, 1372]
article-kicker: ΤΟΥΣ ΔΙΕΣΩΣΕΝ ΟΜΩΣ ΕΝΑ ΡΩΣΣΙΚΟΝ ΣΚΑΦΟΣ — [25, 111, 210, 136]
article-headline: ΑΠΕΒΙΩΣΕΝ ΕΙΣ ΤΟΥΡΙΝΟΝ Η ΓΗΡΑΙΟΤΕΡΑ ΚΑΤΟΙΚΟΣ ΤΗΣ ΙΤΑΛΙΑΣ — [1414, 1082, 1538, 1164]
